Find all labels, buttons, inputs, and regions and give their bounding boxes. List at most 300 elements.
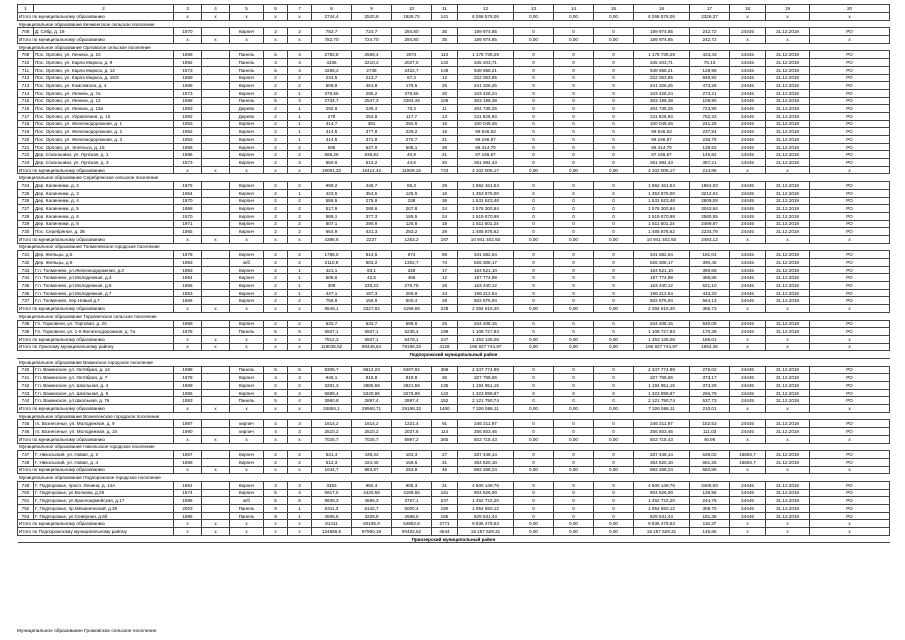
table-cell: 2 xyxy=(288,151,312,159)
total-cell: x xyxy=(766,36,810,44)
table-cell: 164 521,10 xyxy=(458,266,514,274)
address-cell: Г. Подпорожье, пр.Механический, д.36 xyxy=(34,505,174,513)
row-number: 721 xyxy=(18,143,34,151)
address-cell: Пос. Орлово, ул. Управления, д. 10 xyxy=(34,112,174,120)
table-cell: 1 xyxy=(288,266,312,274)
table-cell: 341 682,54 xyxy=(634,251,690,259)
table-cell: 373,29 xyxy=(690,382,730,390)
total-cell: 124669,5 xyxy=(312,528,352,536)
table-cell: 24445 xyxy=(730,128,766,136)
total-cell: 196 927 744,87 xyxy=(458,343,514,351)
total-cell: x xyxy=(288,520,312,528)
total-cell: 7 326 066,11 xyxy=(458,405,514,413)
column-number: 4 xyxy=(202,5,230,13)
total-cell: x xyxy=(766,335,810,343)
table-cell: 2 121 790,74 xyxy=(458,397,514,405)
table-cell: 290,9 xyxy=(352,220,392,228)
total-cell: 4196,68 xyxy=(392,305,432,313)
table-cell: 0 xyxy=(514,112,554,120)
total-cell: x xyxy=(264,305,288,313)
table-cell: РО xyxy=(810,59,890,67)
table-cell: 24445 xyxy=(730,97,766,105)
table-cell: 9 xyxy=(264,512,288,520)
table-cell: 3 xyxy=(288,159,312,167)
table-cell: 373,17 xyxy=(690,374,730,382)
table-cell: 0 xyxy=(554,497,594,505)
total-cell: x xyxy=(174,343,202,351)
table-cell: Кирпич xyxy=(230,189,264,197)
table-cell: 0 xyxy=(594,189,634,197)
table-cell: Кирпич xyxy=(230,458,264,466)
total-cell: x xyxy=(288,528,312,536)
table-cell: 2547,3 xyxy=(352,97,392,105)
table-cell: 40,9 xyxy=(392,151,432,159)
total-cell: 10 941 402,50 xyxy=(634,235,690,243)
table-row xyxy=(18,120,890,128)
table-cell: 423,5 xyxy=(312,189,352,197)
total-cell: x xyxy=(810,466,890,474)
table-cell: 0 xyxy=(594,128,634,136)
table-cell: 292,6 xyxy=(392,120,432,128)
table-cell: 163 440,12 xyxy=(458,282,514,290)
table-cell: Кирпич xyxy=(230,320,264,328)
total-row xyxy=(18,305,890,313)
table-cell: 2 xyxy=(288,228,312,236)
total-cell: 2 394 615,40 xyxy=(634,305,690,313)
table-cell: 0 xyxy=(554,266,594,274)
table-cell: 0 xyxy=(594,497,634,505)
table-cell: 2 xyxy=(288,259,312,267)
total-cell: 0,00 xyxy=(514,520,554,528)
table-cell: 198 212,54 xyxy=(634,289,690,297)
table-cell: 164 521,10 xyxy=(634,266,690,274)
row-number: 752 xyxy=(18,505,34,513)
total-cell: 2237 xyxy=(352,235,392,243)
table-cell: 0 xyxy=(554,297,594,305)
district-title: Подпорожский муниципальный район xyxy=(18,351,890,359)
table-cell: 517,9 xyxy=(312,205,352,213)
table-cell: 1978 xyxy=(174,374,202,382)
column-number: 16 xyxy=(634,5,690,13)
table-cell: 0 xyxy=(594,420,634,428)
table-cell: Кирпич xyxy=(230,89,264,97)
table-cell: 595,6 xyxy=(392,320,432,328)
district-row xyxy=(18,351,890,359)
table-cell: 1966 xyxy=(174,297,202,305)
total-cell: 48 xyxy=(432,466,458,474)
table-cell: 0 xyxy=(594,97,634,105)
table-row xyxy=(18,189,890,197)
table-cell: Кирпич xyxy=(230,274,264,282)
table-cell: 999,2 xyxy=(312,182,352,190)
total-cell: x xyxy=(174,405,202,413)
table-cell: 0 xyxy=(554,89,594,97)
table-cell: 275,9 xyxy=(352,197,392,205)
total-cell: x xyxy=(288,305,312,313)
table-cell: 0 xyxy=(514,136,554,144)
table-cell: 0 xyxy=(594,228,634,236)
table-row xyxy=(18,205,890,213)
table-cell: 31.12.2019 xyxy=(766,505,810,513)
table-cell: РО xyxy=(810,205,890,213)
table-cell: 814,5 xyxy=(352,251,392,259)
table-cell: 4 xyxy=(264,428,288,436)
total-cell: 0,00 xyxy=(514,335,554,343)
total-cell: x xyxy=(202,520,230,528)
table-cell: 0 xyxy=(514,397,554,405)
table-cell: Кирпич xyxy=(230,82,264,90)
table-cell: 378,56 xyxy=(312,89,352,97)
total-row xyxy=(18,466,890,474)
table-cell: 0 xyxy=(594,28,634,36)
table-cell: 664,13 xyxy=(690,297,730,305)
table-cell: 17 xyxy=(432,266,458,274)
table-cell: 2 xyxy=(264,143,288,151)
table-cell: 1 353 875,00 xyxy=(458,189,514,197)
table-cell: 0 xyxy=(554,428,594,436)
table-cell: 31.12.2019 xyxy=(766,105,810,113)
table-cell xyxy=(202,328,230,336)
table-row xyxy=(18,505,890,513)
table-cell: 24445 xyxy=(730,66,766,74)
total-cell: 0,00 xyxy=(594,13,634,21)
table-cell: 2 xyxy=(288,220,312,228)
table-cell: 3276,89 xyxy=(392,389,432,397)
table-cell xyxy=(202,136,230,144)
table-cell: 607,1 xyxy=(312,220,352,228)
table-cell: 0 xyxy=(594,282,634,290)
table-cell: 946,92 xyxy=(690,74,730,82)
table-cell: 2 xyxy=(264,82,288,90)
table-cell: РО xyxy=(810,374,890,382)
table-cell: 0 xyxy=(514,512,554,520)
table-cell: 1982 xyxy=(174,59,202,67)
row-number: 724 xyxy=(18,182,34,190)
table-cell: 0 xyxy=(554,320,594,328)
table-cell: 1 519 670,98 xyxy=(634,212,690,220)
table-cell: 1 178 739,29 xyxy=(634,51,690,59)
table-row xyxy=(18,212,890,220)
total-cell: 81411 xyxy=(312,520,352,528)
column-number: 9 xyxy=(352,5,392,13)
table-cell: 24445 xyxy=(730,505,766,513)
table-cell: 548 958,21 xyxy=(634,66,690,74)
table-cell: 2234,78 xyxy=(690,228,730,236)
table-row xyxy=(18,143,890,151)
table-cell: 1 511 601,24 xyxy=(458,220,514,228)
table-cell: 24445 xyxy=(730,389,766,397)
table-cell: 2 xyxy=(264,220,288,228)
table-cell: 24445 xyxy=(730,397,766,405)
total-cell: x xyxy=(264,335,288,343)
table-cell: 31.12.2019 xyxy=(766,382,810,390)
table-cell: 0 xyxy=(514,74,554,82)
table-cell: 18 xyxy=(432,128,458,136)
table-cell: 2 xyxy=(288,205,312,213)
address-cell: Пос. Орлово, ул. Железнодорожная, д. 2 xyxy=(34,128,174,136)
table-cell: 0 xyxy=(554,74,594,82)
total-cell: 4 102 005,17 xyxy=(458,166,514,174)
table-cell: 24445 xyxy=(730,182,766,190)
table-cell: 0 xyxy=(554,220,594,228)
table-cell: 2422,7 xyxy=(392,66,432,74)
table-cell: 0 xyxy=(514,51,554,59)
total-cell: 692 268,24 xyxy=(458,466,514,474)
table-cell xyxy=(202,420,230,428)
address-cell: Г. Никольский, ул. Новая, д. 2 xyxy=(34,451,174,459)
table-cell: 5236,4 xyxy=(392,328,432,336)
table-cell: 1614,2 xyxy=(312,420,352,428)
table-cell: 5 xyxy=(264,66,288,74)
table-cell: РО xyxy=(810,481,890,489)
address-cell: Пос. Орлово, ул. Карла Маркса, д. 9 xyxy=(34,59,174,67)
table-cell: 0 xyxy=(594,159,634,167)
table-cell: 1968 xyxy=(174,51,202,59)
table-cell: 2 xyxy=(264,182,288,190)
table-cell: 531,4 xyxy=(312,451,352,459)
table-cell: 24445 xyxy=(730,151,766,159)
total-cell: 0,00 xyxy=(514,305,554,313)
table-cell: 600,4 xyxy=(392,297,432,305)
address-cell: Г. Подпорожье, ул.Волкова, д.29 xyxy=(34,489,174,497)
total-label: Итого по муниципальному образованию xyxy=(18,435,174,443)
table-cell: 2897,4 xyxy=(352,397,392,405)
table-cell: Кирпич xyxy=(230,128,264,136)
table-cell: 24445 xyxy=(730,220,766,228)
table-row xyxy=(18,228,890,236)
table-cell: 666,26 xyxy=(312,151,352,159)
table-cell: 126,8 xyxy=(392,220,432,228)
table-row xyxy=(18,89,890,97)
address-cell: Дер. Жельцы, д.5 xyxy=(34,251,174,259)
total-cell: 6997,2 xyxy=(392,435,432,443)
table-cell: 16593,7 xyxy=(730,458,766,466)
table-cell: 2 xyxy=(288,382,312,390)
table-cell xyxy=(202,481,230,489)
total-row xyxy=(18,435,890,443)
table-cell: 0 xyxy=(514,297,554,305)
table-cell: Кирпич xyxy=(230,220,264,228)
table-cell: 0 xyxy=(554,374,594,382)
table-row xyxy=(18,512,890,520)
table-cell: 2 xyxy=(264,159,288,167)
table-cell: 31.12.2019 xyxy=(766,251,810,259)
table-cell: Кирпич xyxy=(230,382,264,390)
table-cell: 0 xyxy=(594,51,634,59)
total-cell: x xyxy=(810,528,890,536)
total-cell: 0,00 xyxy=(554,166,594,174)
total-cell: 186,01 xyxy=(690,335,730,343)
table-cell: 38 xyxy=(432,143,458,151)
total-cell: 119035,52 xyxy=(312,343,352,351)
total-cell: 0,00 xyxy=(594,335,634,343)
table-cell: 0 xyxy=(514,451,554,459)
table-cell: 3043,64 xyxy=(690,205,730,213)
row-number: 744 xyxy=(18,397,34,405)
total-cell: 242,72 xyxy=(690,36,730,44)
table-cell: 2 xyxy=(264,74,288,82)
table-cell: 246 211,97 xyxy=(458,420,514,428)
row-number: 708 xyxy=(18,28,34,36)
table-cell: 36 xyxy=(432,374,458,382)
address-cell: Дер. Жельцы, д.9 xyxy=(34,259,174,267)
table-cell: РО xyxy=(810,489,890,497)
section-title: Муниципальное образование Орловское сельское поселение xyxy=(18,43,890,51)
table-cell: Кирпич xyxy=(230,489,264,497)
table-cell: 31.12.2019 xyxy=(766,89,810,97)
total-cell: 54862,6 xyxy=(392,520,432,528)
table-cell: 4 xyxy=(264,374,288,382)
table-cell: 637,9 xyxy=(352,143,392,151)
table-cell xyxy=(202,112,230,120)
table-cell xyxy=(202,397,230,405)
table-cell: 2 121 790,74 xyxy=(634,397,690,405)
table-cell: 0 xyxy=(554,136,594,144)
table-cell xyxy=(202,182,230,190)
table-cell: 28 xyxy=(432,297,458,305)
table-cell: 1 108 727,93 xyxy=(458,328,514,336)
row-number: 715 xyxy=(18,97,34,105)
table-row xyxy=(18,420,890,428)
table-cell: 1 xyxy=(288,189,312,197)
total-cell: x xyxy=(264,435,288,443)
table-cell: 421,1 xyxy=(312,266,352,274)
table-cell: 109,90 xyxy=(690,97,730,105)
table-cell: 1 531 623,48 xyxy=(634,197,690,205)
total-cell: 0,00 xyxy=(594,343,634,351)
table-cell: 2 xyxy=(264,120,288,128)
table-cell: 4 xyxy=(264,420,288,428)
table-cell: 1 323 899,67 xyxy=(634,389,690,397)
total-row xyxy=(18,520,890,528)
table-cell: 0 xyxy=(514,89,554,97)
total-cell: x xyxy=(174,520,202,528)
table-cell: 5 xyxy=(264,328,288,336)
total-cell: 0,00 xyxy=(594,166,634,174)
row-number: 746 xyxy=(18,428,34,436)
table-cell: 0 xyxy=(554,28,594,36)
table-cell: 4 xyxy=(288,51,312,59)
table-cell: 0 xyxy=(514,389,554,397)
table-row xyxy=(18,59,890,67)
table-cell: 1956 xyxy=(174,282,202,290)
table-cell: 31.12.2019 xyxy=(766,97,810,105)
total-cell: x xyxy=(288,36,312,44)
table-cell: 26 xyxy=(432,282,458,290)
table-cell: 2 xyxy=(288,82,312,90)
table-cell: 6 xyxy=(288,366,312,374)
table-cell: 35 xyxy=(432,28,458,36)
table-cell: 24445 xyxy=(730,289,766,297)
table-cell: 502 675,94 xyxy=(458,297,514,305)
table-cell: 2 xyxy=(264,274,288,282)
table-cell: РО xyxy=(810,159,890,167)
table-cell xyxy=(202,59,230,67)
table-cell: 98 166,97 xyxy=(458,136,514,144)
table-cell: 31.12.2019 xyxy=(766,397,810,405)
table-cell: 3210,2 xyxy=(352,59,392,67)
row-number: 742 xyxy=(18,382,34,390)
table-cell: 1986 xyxy=(174,151,202,159)
table-cell: 0 xyxy=(514,382,554,390)
table-cell: 0 xyxy=(594,120,634,128)
table-cell: 0 xyxy=(554,182,594,190)
table-cell: 31.12.2019 xyxy=(766,289,810,297)
total-cell: x xyxy=(730,36,766,44)
total-label: Итого по муниципальному образованию xyxy=(18,36,174,44)
table-cell: 2 xyxy=(264,28,288,36)
table-cell: 145,82 xyxy=(690,151,730,159)
table-cell: 1 xyxy=(288,512,312,520)
total-cell: 0,00 xyxy=(514,466,554,474)
table-cell: 3 xyxy=(288,481,312,489)
table-cell: 803,2 xyxy=(352,259,392,267)
table-cell: Кирпич xyxy=(230,143,264,151)
table-row xyxy=(18,66,890,74)
total-cell: 0,00 xyxy=(594,435,634,443)
table-cell: 3767,1 xyxy=(392,497,432,505)
total-cell: x xyxy=(174,166,202,174)
row-number: 709 xyxy=(18,51,34,59)
total-cell: 0,00 xyxy=(594,466,634,474)
table-cell: 4420,58 xyxy=(352,489,392,497)
total-cell: x xyxy=(766,520,810,528)
table-cell: 31.12.2019 xyxy=(766,59,810,67)
table-cell xyxy=(202,451,230,459)
table-cell: 2 xyxy=(288,451,312,459)
table-cell: 826 308,17 xyxy=(634,259,690,267)
table-cell: 5917,5 xyxy=(312,489,352,497)
total-cell: x xyxy=(730,166,766,174)
row-number: 711 xyxy=(18,66,34,74)
total-cell: 35 xyxy=(432,36,458,44)
column-number: 2 xyxy=(34,5,174,13)
section-row xyxy=(18,243,890,251)
table-cell: 31.12.2019 xyxy=(766,259,810,267)
table-cell xyxy=(202,82,230,90)
table-cell: 31.12.2019 xyxy=(766,282,810,290)
table-cell: РО xyxy=(810,212,890,220)
table-cell: Дерево xyxy=(230,112,264,120)
table-cell: 0 xyxy=(554,151,594,159)
table-cell: Кирпич xyxy=(230,297,264,305)
table-cell: 3405,00 xyxy=(690,481,730,489)
table-cell: 1968 xyxy=(174,205,202,213)
table-cell: 0 xyxy=(514,59,554,67)
table-cell: 31.12.2019 xyxy=(766,266,810,274)
table-cell: 2 xyxy=(264,282,288,290)
table-cell: 2734,7 xyxy=(312,97,352,105)
total-cell: x xyxy=(264,13,288,21)
address-cell: Г. Подпорожье, ул.Северная, д.6б xyxy=(34,512,174,520)
total-cell: 7 326 066,11 xyxy=(634,405,690,413)
table-cell: 24445 xyxy=(730,489,766,497)
table-cell: 0 xyxy=(594,289,634,297)
table-cell: 1 xyxy=(288,505,312,513)
table-cell: РО xyxy=(810,282,890,290)
table-cell: 0 xyxy=(554,82,594,90)
table-cell: 0 xyxy=(594,274,634,282)
table-cell: 0 xyxy=(514,151,554,159)
table-cell: 0 xyxy=(554,251,594,259)
row-number: 736 xyxy=(18,289,34,297)
table-cell: 1 519 670,98 xyxy=(458,212,514,220)
table-cell: 24445 xyxy=(730,266,766,274)
table-cell: 251 984,43 xyxy=(634,159,690,167)
table-cell: 0 xyxy=(514,366,554,374)
row-number: 730 xyxy=(18,228,34,236)
row-number: 725 xyxy=(18,189,34,197)
